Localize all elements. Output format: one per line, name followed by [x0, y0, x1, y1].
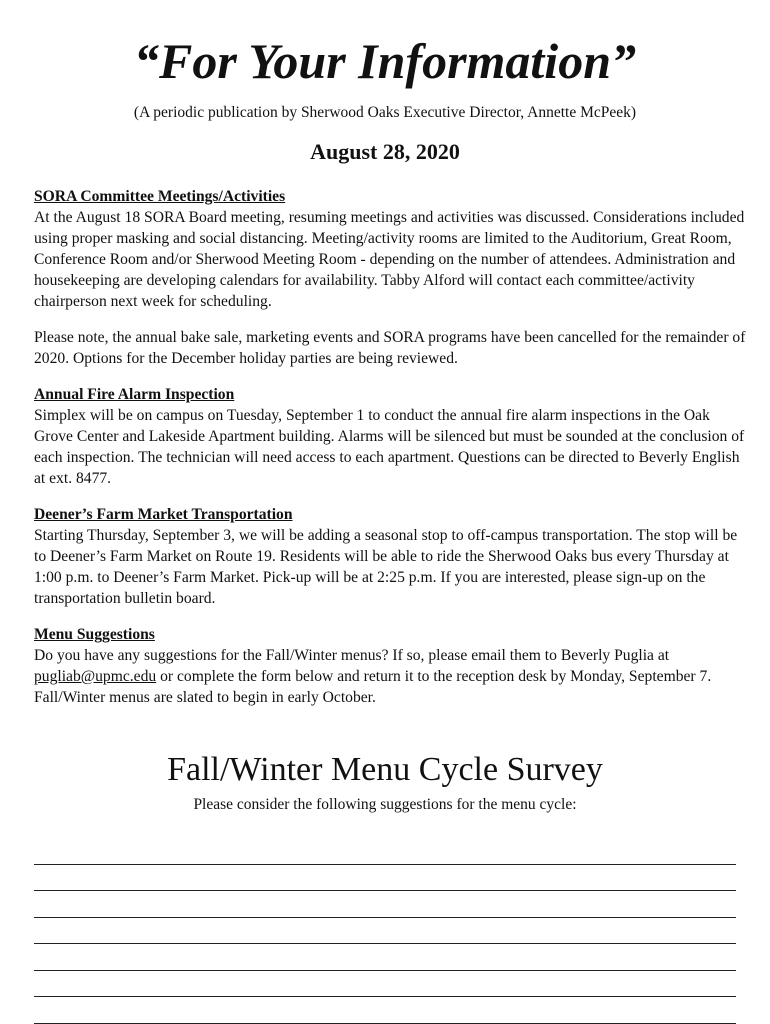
section-fire-alarm: [34, 384, 746, 489]
section-heading: SORA Committee Meetings/Activities: [34, 188, 286, 205]
answer-line[interactable]: [34, 944, 736, 971]
section-heading: Deener’s Farm Market Transportation: [34, 506, 293, 523]
section-paragraph: Simplex will be on campus on Tuesday, September 1 to conduct the annual fire alarm inspections in the Oak Grove Center and Lakeside Apartment building. Alarms will be silenced but must be sounded at the conclusion of each inspection. The technician will need access to each apartment. Questions can be directed to Beverly English at ext. 8477.: [34, 407, 745, 487]
section-farm-market: [34, 504, 746, 609]
email-link[interactable]: pugliab@upmc.edu: [34, 668, 157, 685]
section-paragraph: Starting Thursday, September 3, we will be adding a seasonal stop to off-campus transportation. The stop will be to Deener’s Farm Market on Route 19. Residents will be able to ride the Sherwood Oaks bus every Thursday at 1:00 p.m. to Deener’s Farm Market. Pick-up will be at 2:25 p.m. If you are interested, please sign-up on the transportation bulletin board.: [34, 527, 738, 607]
section-menu-suggestions: [34, 624, 746, 708]
section-sora-meetings: [34, 186, 746, 369]
survey-instruction: Please consider the following suggestions for the menu cycle:: [193, 796, 577, 813]
answer-line[interactable]: [34, 891, 736, 918]
newsletter-body: [34, 186, 746, 723]
section-paragraph: Please note, the annual bake sale, marketing events and SORA programs have been cancelled for the remainder of 2020. Options for the December holiday parties are being reviewed.: [34, 329, 746, 367]
answer-line[interactable]: [34, 918, 736, 945]
publication-date: August 28, 2020: [310, 139, 460, 164]
answer-line[interactable]: [34, 838, 736, 865]
section-paragraph: [34, 645, 746, 708]
answer-line[interactable]: [34, 997, 736, 1024]
newsletter-title: “For Your Information”: [133, 33, 637, 89]
section-paragraph: At the August 18 SORA Board meeting, resuming meetings and activities was discussed. Considerations included using proper masking and social distancing. Meeting/activity rooms are limited to the Auditorium, Great Room, Conference Room and/or Sherwood Meeting Room - depending on the number of attendees. Administration and housekeeping are developing calendars for availability. Tabby Alford will contact each committee/activity chairperson next week for scheduling.: [34, 209, 745, 310]
section-heading: Annual Fire Alarm Inspection: [34, 386, 235, 403]
survey-title: Fall/Winter Menu Cycle Survey: [167, 751, 603, 788]
menu-text-after: or complete the form below and return it to the reception desk by Monday, September 7. Fall/Winter menus are slated to begin in early October.: [34, 668, 712, 706]
answer-line[interactable]: [34, 971, 736, 998]
newsletter-subtitle: (A periodic publication by Sherwood Oaks Executive Director, Annette McPeek): [133, 104, 637, 121]
answer-line[interactable]: [34, 865, 736, 892]
survey-answer-lines: [34, 838, 736, 1024]
menu-text-before: Do you have any suggestions for the Fall/Winter menus? If so, please email them to Beverly Puglia at: [34, 647, 670, 664]
section-heading: Menu Suggestions: [34, 626, 155, 643]
